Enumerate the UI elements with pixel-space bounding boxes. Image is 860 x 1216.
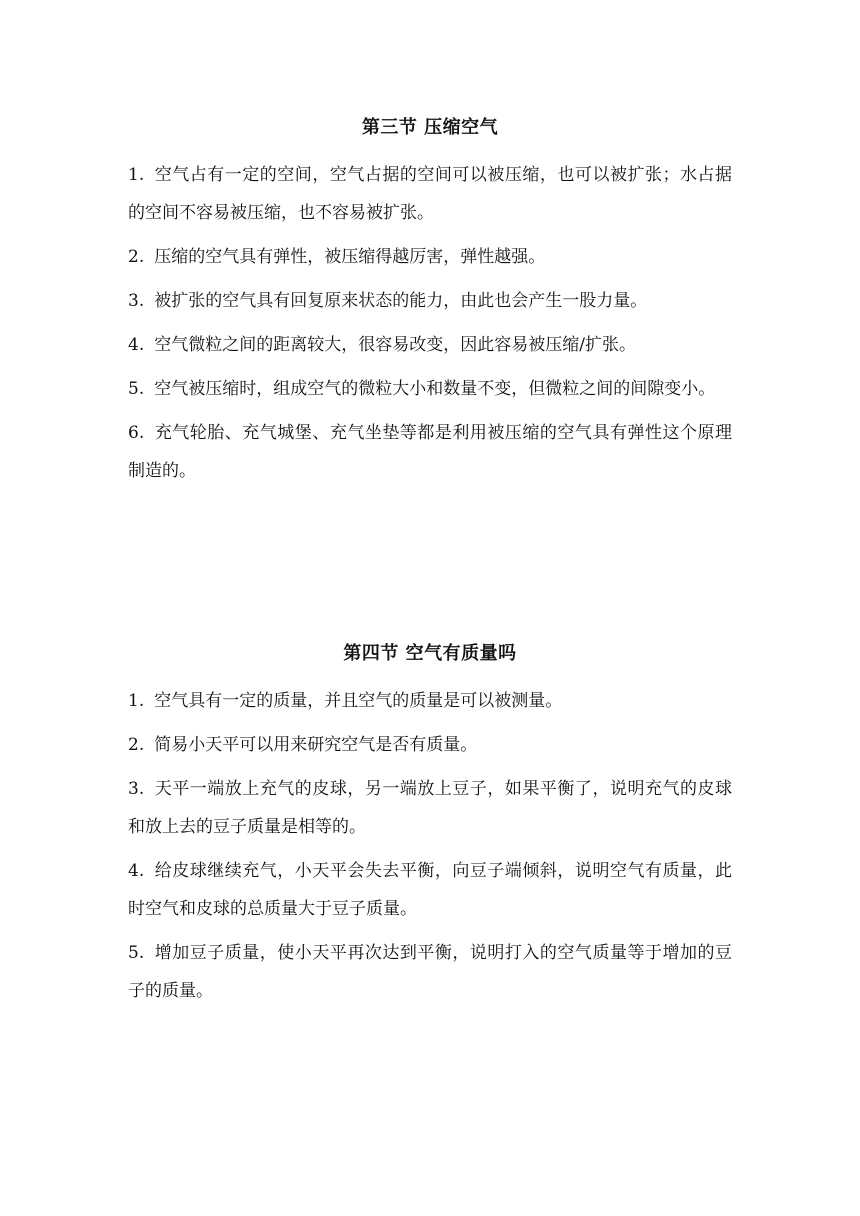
list-item (128, 414, 732, 490)
item-text: 天平一端放上充气的皮球，另一端放上豆子，如果平衡了，说明充气的皮球和放上去的豆子质量是相等的。 (128, 779, 732, 837)
item-text: 空气占有一定的空间，空气占据的空间可以被压缩，也可以被扩张；水占据的空间不容易被压缩，也不容易被扩张。 (128, 165, 732, 223)
item-text: 空气被压缩时，组成空气的微粒大小和数量不变，但微粒之间的间隙变小。 (154, 379, 716, 399)
section-compressed-air (128, 114, 732, 496)
list-item (128, 326, 732, 364)
item-text: 压缩的空气具有弹性，被压缩得越厉害，弹性越强。 (154, 247, 546, 267)
list-item (128, 852, 732, 928)
item-number: 2. (128, 247, 145, 267)
item-text: 充气轮胎、充气城堡、充气坐垫等都是利用被压缩的空气具有弹性这个原理制造的。 (128, 423, 732, 481)
item-number: 3. (128, 779, 145, 799)
item-number: 1. (128, 691, 145, 711)
item-text: 被扩张的空气具有回复原来状态的能力，由此也会产生一股力量。 (154, 291, 648, 311)
list-item (128, 370, 732, 408)
item-text: 空气微粒之间的距离较大，很容易改变，因此容易被压缩/扩张。 (154, 335, 636, 355)
list-item (128, 726, 732, 764)
item-number: 5. (128, 943, 145, 963)
item-number: 2. (128, 735, 145, 755)
item-text: 给皮球继续充气，小天平会失去平衡，向豆子端倾斜，说明空气有质量，此时空气和皮球的总质量大于豆子质量。 (128, 861, 732, 919)
list-item (128, 282, 732, 320)
list-item (128, 156, 732, 232)
item-number: 1. (128, 165, 145, 185)
item-number: 4. (128, 861, 145, 881)
section-title: 第四节 空气有质量吗 (343, 643, 517, 664)
item-number: 3. (128, 291, 145, 311)
item-text: 增加豆子质量，使小天平再次达到平衡，说明打入的空气质量等于增加的豆子的质量。 (128, 943, 732, 1001)
list-item (128, 682, 732, 720)
list-item (128, 770, 732, 846)
item-number: 6. (128, 423, 145, 443)
item-number: 5. (128, 379, 145, 399)
section-air-mass (128, 640, 732, 1016)
item-text: 简易小天平可以用来研究空气是否有质量。 (154, 735, 478, 755)
list-item (128, 238, 732, 276)
section-title: 第三节 压缩空气 (361, 117, 499, 138)
list-item (128, 934, 732, 1010)
item-text: 空气具有一定的质量，并且空气的质量是可以被测量。 (154, 691, 563, 711)
item-number: 4. (128, 335, 145, 355)
